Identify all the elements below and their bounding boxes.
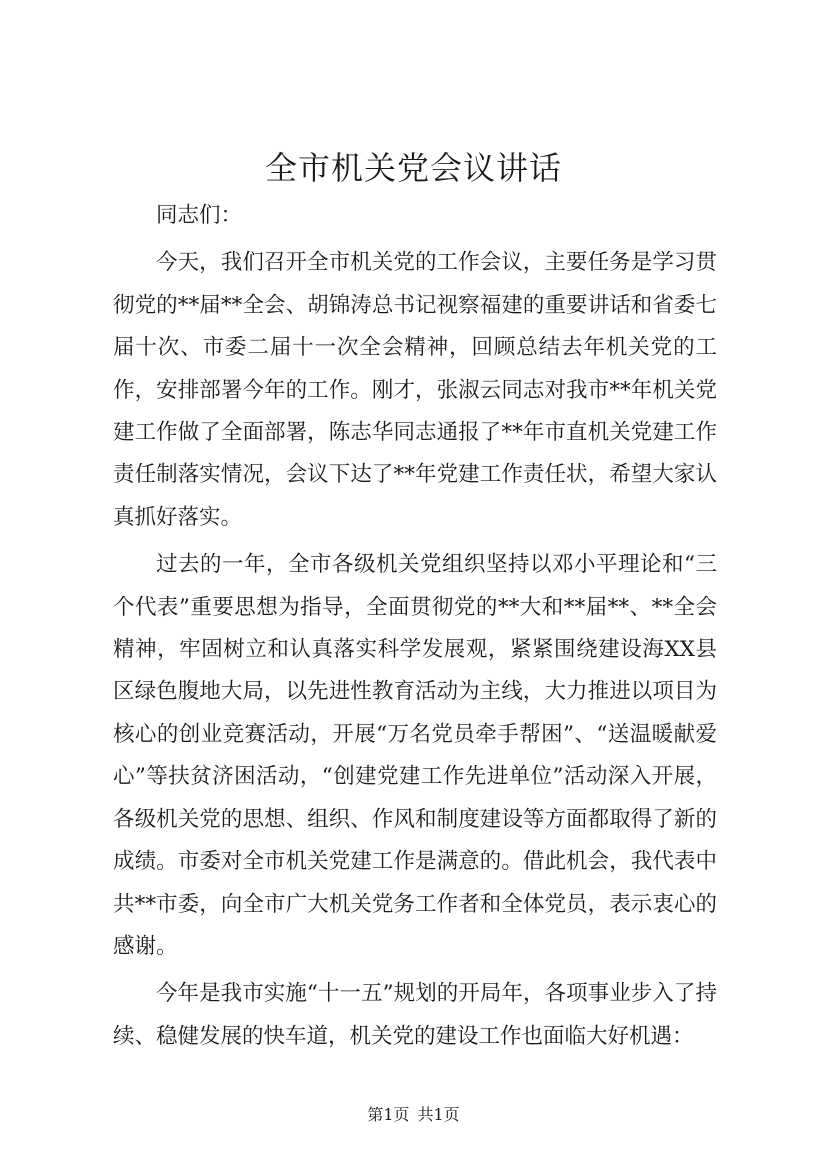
document-title: 全市机关党会议讲话 [264,149,562,187]
paragraph-2: 过去的一年，全市各级机关党组织坚持以邓小平理论和“三个代表”重要思想为指导，全面贯彻党的**大和**届**、**全会精神，牢固树立和认真落实科学发展观，紧紧围绕建设海XX县区绿色腹地大局，以先进性教育活动为主线，大力推进以项目为核心的创业竞赛活动，开展“万名党员牵手帮困”、“送温暖献爱心”等扶贫济困活动，“创建党建工作先进单位”活动深入开展，各级机关党的思想、组织、作风和制度建设等方面都取得了新的成绩。市委对全市机关党建工作是满意的。借此机会，我代表中共**市委，向全市广大机关党务工作者和全体党员，表示衷心的感谢。 [113,552,717,959]
paragraph-3: 今年是我市实施“十一五”规划的开局年，各项事业步入了持续、稳健发展的快车道，机关党的建设工作也面临大好机遇： [113,981,717,1049]
page-footer [0,1104,827,1126]
page-number: 第1页 [367,1105,410,1124]
page-total: 共1页 [417,1105,460,1124]
document-body [113,195,717,1058]
salutation: 同志们： [156,203,243,228]
paragraph-1: 今天，我们召开全市机关党的工作会议，主要任务是学习贯彻党的**届**全会、胡锦涛总书记视察福建的重要讲话和省委七届十次、市委二届十一次全会精神，回顾总结去年机关党的工作，安排部署今年的工作。刚才，张淑云同志对我市**年机关党建工作做了全面部署，陈志华同志通报了**年市直机关党建工作责任制落实情况，会议下达了**年党建工作责任状，希望大家认真抓好落实。 [113,250,717,530]
